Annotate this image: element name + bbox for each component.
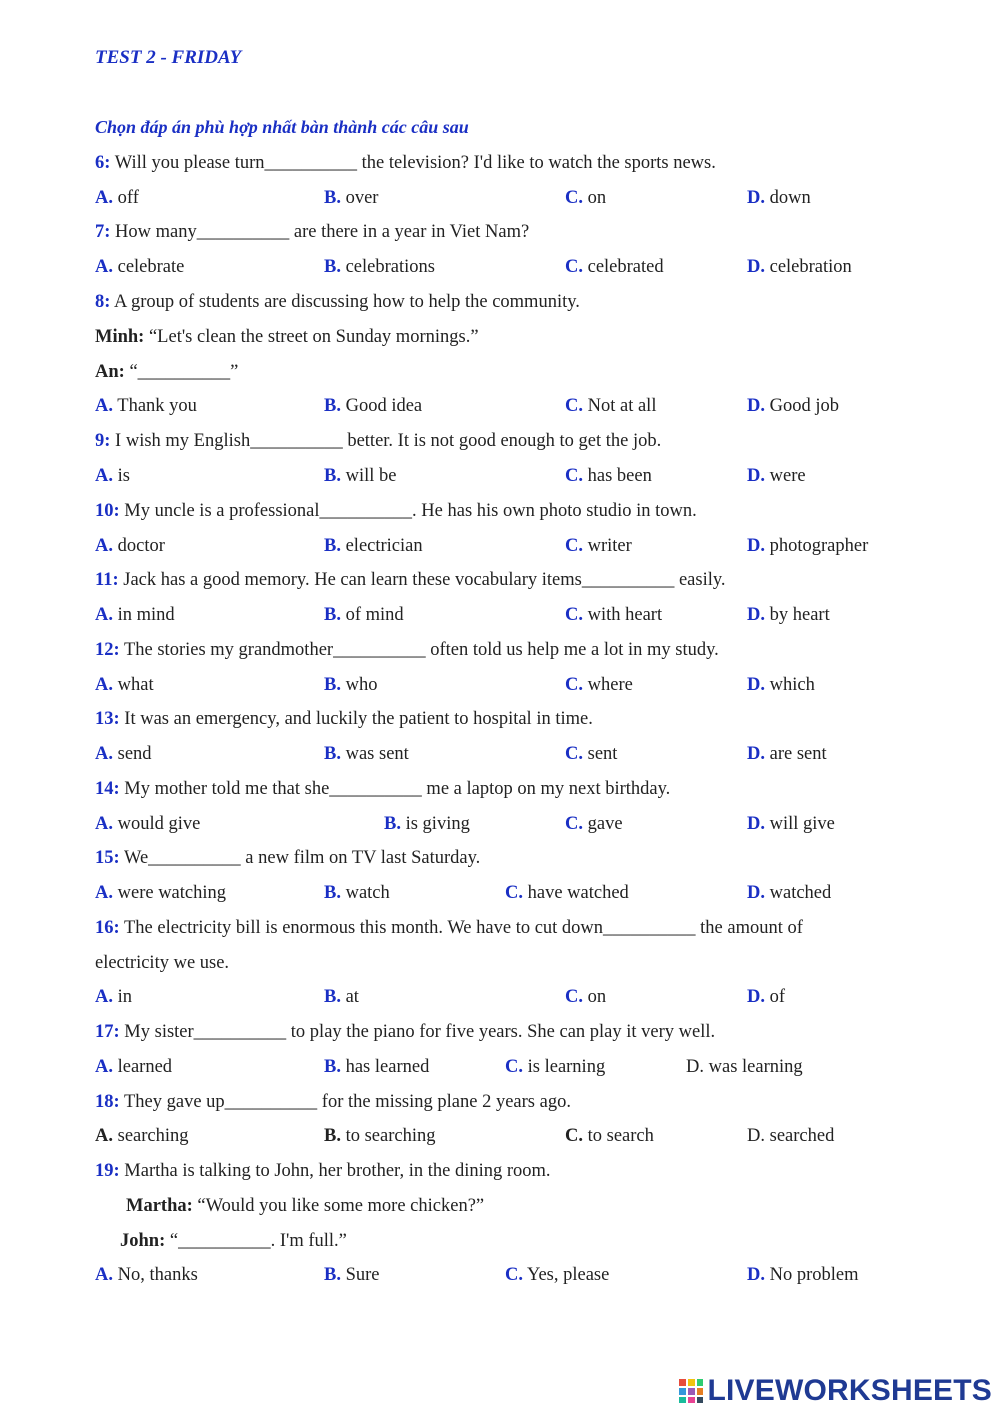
- instruction-text: Chọn đáp án phù hợp nhất bàn thành các câu sau: [95, 117, 469, 137]
- option-d[interactable]: D. No problem: [747, 1265, 859, 1285]
- question-number: 19:: [95, 1161, 120, 1181]
- dialog-line: [95, 324, 479, 350]
- option-d[interactable]: D. were: [747, 466, 806, 486]
- question-text: My sister__________ to play the piano for five years. She can play it very well.: [124, 1022, 716, 1042]
- option-c[interactable]: C. celebrated: [565, 257, 664, 277]
- option-c[interactable]: C. where: [565, 675, 633, 695]
- question-11: [95, 567, 726, 593]
- question-text: I wish my English__________ better. It is not good enough to get the job.: [115, 431, 662, 451]
- question-19: [95, 1158, 551, 1184]
- question-18: [95, 1089, 571, 1115]
- speaker-name: John:: [120, 1231, 166, 1251]
- question-text: A group of students are discussing how to help the community.: [114, 292, 580, 312]
- option-c[interactable]: C. on: [565, 987, 607, 1007]
- option-d[interactable]: D. photographer: [747, 536, 869, 556]
- option-c[interactable]: C. sent: [565, 744, 618, 764]
- option-c[interactable]: C. to search: [565, 1126, 654, 1146]
- option-c[interactable]: C. have watched: [505, 883, 629, 903]
- speaker-name: Minh:: [95, 327, 145, 347]
- option-c[interactable]: C. on: [565, 188, 607, 208]
- option-d[interactable]: D. are sent: [747, 744, 827, 764]
- dialog-text: “Let's clean the street on Sunday mornings.”: [148, 327, 479, 347]
- option-c[interactable]: C. has been: [565, 466, 652, 486]
- question-number: 6:: [95, 153, 111, 173]
- question-14: [95, 776, 670, 802]
- liveworksheets-logo[interactable]: [678, 1376, 993, 1406]
- option-b[interactable]: B. over: [324, 188, 379, 208]
- dialog-line: [126, 1193, 484, 1219]
- option-c[interactable]: C. gave: [565, 814, 623, 834]
- option-a[interactable]: A. doctor: [95, 536, 165, 556]
- question-8: [95, 289, 580, 315]
- option-d[interactable]: D. down: [747, 188, 811, 208]
- question-number: 13:: [95, 709, 120, 729]
- question-number: 14:: [95, 779, 120, 799]
- question-number: 18:: [95, 1092, 120, 1112]
- question-number: 10:: [95, 501, 120, 521]
- option-d[interactable]: D. searched: [747, 1126, 835, 1146]
- option-c[interactable]: C. is learning: [505, 1057, 606, 1077]
- question-16: [95, 915, 803, 941]
- option-d[interactable]: D. celebration: [747, 257, 852, 277]
- question-17: [95, 1019, 715, 1045]
- question-text: How many__________ are there in a year in Viet Nam?: [115, 222, 530, 242]
- question-number: 11:: [95, 570, 119, 590]
- option-a[interactable]: A. No, thanks: [95, 1265, 198, 1285]
- question-text: Martha is talking to John, her brother, in the dining room.: [124, 1161, 551, 1181]
- question-6: [95, 150, 716, 176]
- logo-text: LIVEWORKSHEETS: [707, 1374, 992, 1407]
- option-b[interactable]: B. was sent: [324, 744, 409, 764]
- question-number: 17:: [95, 1022, 120, 1042]
- question-text: Will you please turn__________ the television? I'd like to watch the sports news.: [114, 153, 716, 173]
- question-text: Jack has a good memory. He can learn these vocabulary items__________ easily.: [123, 570, 726, 590]
- option-a[interactable]: A. would give: [95, 814, 201, 834]
- option-b[interactable]: B. will be: [324, 466, 397, 486]
- dialog-line: [120, 1228, 347, 1254]
- option-d[interactable]: D. will give: [747, 814, 835, 834]
- dialog-text: “Would you like some more chicken?”: [197, 1196, 485, 1216]
- dialog-text: “__________. I'm full.”: [169, 1231, 347, 1251]
- question-number: 15:: [95, 848, 120, 868]
- question-16-continued: [95, 950, 229, 976]
- option-d[interactable]: D. of: [747, 987, 786, 1007]
- option-a[interactable]: A. send: [95, 744, 152, 764]
- question-9: [95, 428, 661, 454]
- question-text: We__________ a new film on TV last Saturday.: [123, 848, 481, 868]
- question-text: They gave up__________ for the missing plane 2 years ago.: [123, 1092, 571, 1112]
- option-b[interactable]: B. watch: [324, 883, 390, 903]
- option-c[interactable]: C. Not at all: [565, 396, 657, 416]
- logo-mark-icon: [678, 1378, 704, 1404]
- question-number: 9:: [95, 431, 111, 451]
- option-a[interactable]: A. were watching: [95, 883, 227, 903]
- option-a[interactable]: A. is: [95, 466, 130, 486]
- option-a[interactable]: A. Thank you: [95, 396, 197, 416]
- option-c[interactable]: C. writer: [565, 536, 632, 556]
- option-b[interactable]: B. Good idea: [324, 396, 423, 416]
- option-a[interactable]: A. searching: [95, 1126, 189, 1146]
- question-text: The electricity bill is enormous this month. We have to cut down__________ the amount of: [123, 918, 803, 938]
- option-a[interactable]: A. what: [95, 675, 154, 695]
- question-text: My uncle is a professional__________. He has his own photo studio in town.: [124, 501, 697, 521]
- option-c[interactable]: C. with heart: [565, 605, 663, 625]
- question-number: 7:: [95, 222, 111, 242]
- option-a[interactable]: A. learned: [95, 1057, 173, 1077]
- option-b[interactable]: B. has learned: [324, 1057, 430, 1077]
- question-12: [95, 637, 719, 663]
- question-text: The stories my grandmother__________ often told us help me a lot in my study.: [123, 640, 719, 660]
- worksheet-title: TEST 2 - FRIDAY: [95, 47, 242, 68]
- question-13: [95, 706, 593, 732]
- dialog-line: [95, 359, 238, 385]
- question-number: 8:: [95, 292, 111, 312]
- option-d[interactable]: D. by heart: [747, 605, 830, 625]
- option-d[interactable]: D. Good job: [747, 396, 839, 416]
- question-text: It was an emergency, and luckily the patient to hospital in time.: [124, 709, 593, 729]
- speaker-name: An:: [95, 362, 125, 382]
- question-10: [95, 498, 697, 524]
- question-text: My mother told me that she__________ me a laptop on my next birthday.: [124, 779, 671, 799]
- question-text: electricity we use.: [95, 953, 230, 973]
- option-b[interactable]: B. of mind: [324, 605, 404, 625]
- option-a[interactable]: A. off: [95, 188, 139, 208]
- option-a[interactable]: A. celebrate: [95, 257, 185, 277]
- option-b[interactable]: B. who: [324, 675, 378, 695]
- dialog-text: “__________”: [129, 362, 239, 382]
- option-d[interactable]: D. was learning: [686, 1057, 803, 1077]
- option-b[interactable]: B. electrician: [324, 536, 423, 556]
- option-b[interactable]: B. to searching: [324, 1126, 436, 1146]
- option-a[interactable]: A. in mind: [95, 605, 175, 625]
- option-c[interactable]: C. Yes, please: [505, 1265, 610, 1285]
- question-7: [95, 219, 529, 245]
- option-d[interactable]: D. which: [747, 675, 815, 695]
- speaker-name: Martha:: [126, 1196, 193, 1216]
- option-d[interactable]: D. watched: [747, 883, 832, 903]
- option-b[interactable]: B. at: [324, 987, 359, 1007]
- option-b[interactable]: B. is giving: [384, 814, 470, 834]
- option-a[interactable]: A. in: [95, 987, 133, 1007]
- option-b[interactable]: B. celebrations: [324, 257, 435, 277]
- question-number: 12:: [95, 640, 120, 660]
- question-number: 16:: [95, 918, 120, 938]
- option-b[interactable]: B. Sure: [324, 1265, 380, 1285]
- question-15: [95, 845, 480, 871]
